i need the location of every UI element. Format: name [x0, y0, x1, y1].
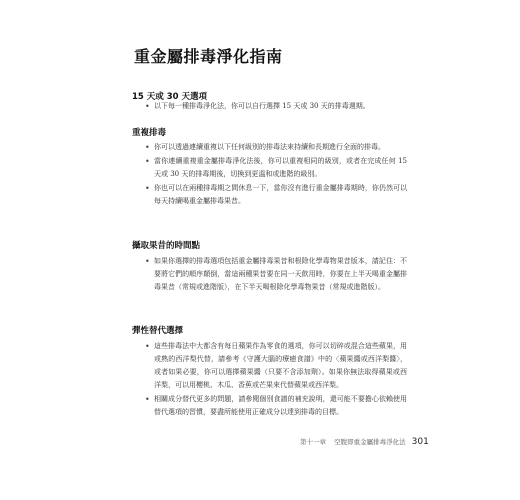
- running-title: 空腹即重金屬排毒淨化法: [334, 438, 406, 446]
- section-heading: 15 天或 30 天選項: [132, 92, 208, 102]
- list-item: • 如果你選擇的排毒選項包括重金屬排毒果昔和根除化學毒物果昔版本，請記住：不要將它們的順序顛倒，當這兩種果昔要在同一天飲用時，你要在上半天喝重金屬排毒果昔（常規或進階版），在下半天喝根除化學毒物果昔（常規或進階版）。: [145, 255, 407, 294]
- section-heading: 攝取果昔的時間點: [132, 241, 201, 251]
- page-number: 301: [411, 437, 429, 447]
- list-item: • 這些排毒法中大都含有每日蘋果作為零食的選項，你可以切碎或混合這些蘋果，用或熟的西洋梨代替，請參考《守護大腦的療癒食譜》中的〈蘋果醬或西洋梨醬〉，或者如果必要，你可以選擇蘋果醬（只要不含添加劑）。如果你無法取得蘋果或西洋梨，可以用櫻桃、木瓜、香蕉或芒果來代替蘋果或西洋梨。: [145, 340, 407, 392]
- section-heading: 彈性替代選擇: [132, 326, 184, 336]
- bullet-list: [145, 141, 407, 209]
- page-title: 重金屬排毒淨化指南: [134, 47, 283, 66]
- bullet-list: [145, 340, 407, 420]
- chapter-label: 第十一章: [300, 438, 326, 446]
- list-item: • 你可以透過連續重複以下任何級別的排毒法來持續和長期進行全面的排毒。: [145, 141, 407, 154]
- bullet-list: [145, 255, 407, 295]
- page-footer: [300, 437, 429, 447]
- section-heading: 重複排毒: [132, 128, 167, 138]
- list-item: • 當你連續重複重金屬排毒淨化法後，你可以重複相同的級別，或者在完成任何 15 天或 30 天的排毒期後，切換到更溫和或進階的級別。: [145, 155, 407, 181]
- list-item: • 以下每一種排毒淨化法，你可以自行選擇 15 天或 30 天的排毒週期。: [145, 100, 407, 113]
- bullet-list: [145, 100, 407, 114]
- list-item: • 相關成分替代更多的問題，請參閱個別食譜的補充說明，還可能不要擔心依賴使用替代選項的習慣，要盡所能使用正確成分以達到排毒的目標。: [145, 393, 407, 419]
- list-item: • 你也可以在兩種排毒期之間休息一下，當你沒有進行重金屬排毒期時，你仍然可以每天持續喝重金屬排毒果昔。: [145, 182, 407, 208]
